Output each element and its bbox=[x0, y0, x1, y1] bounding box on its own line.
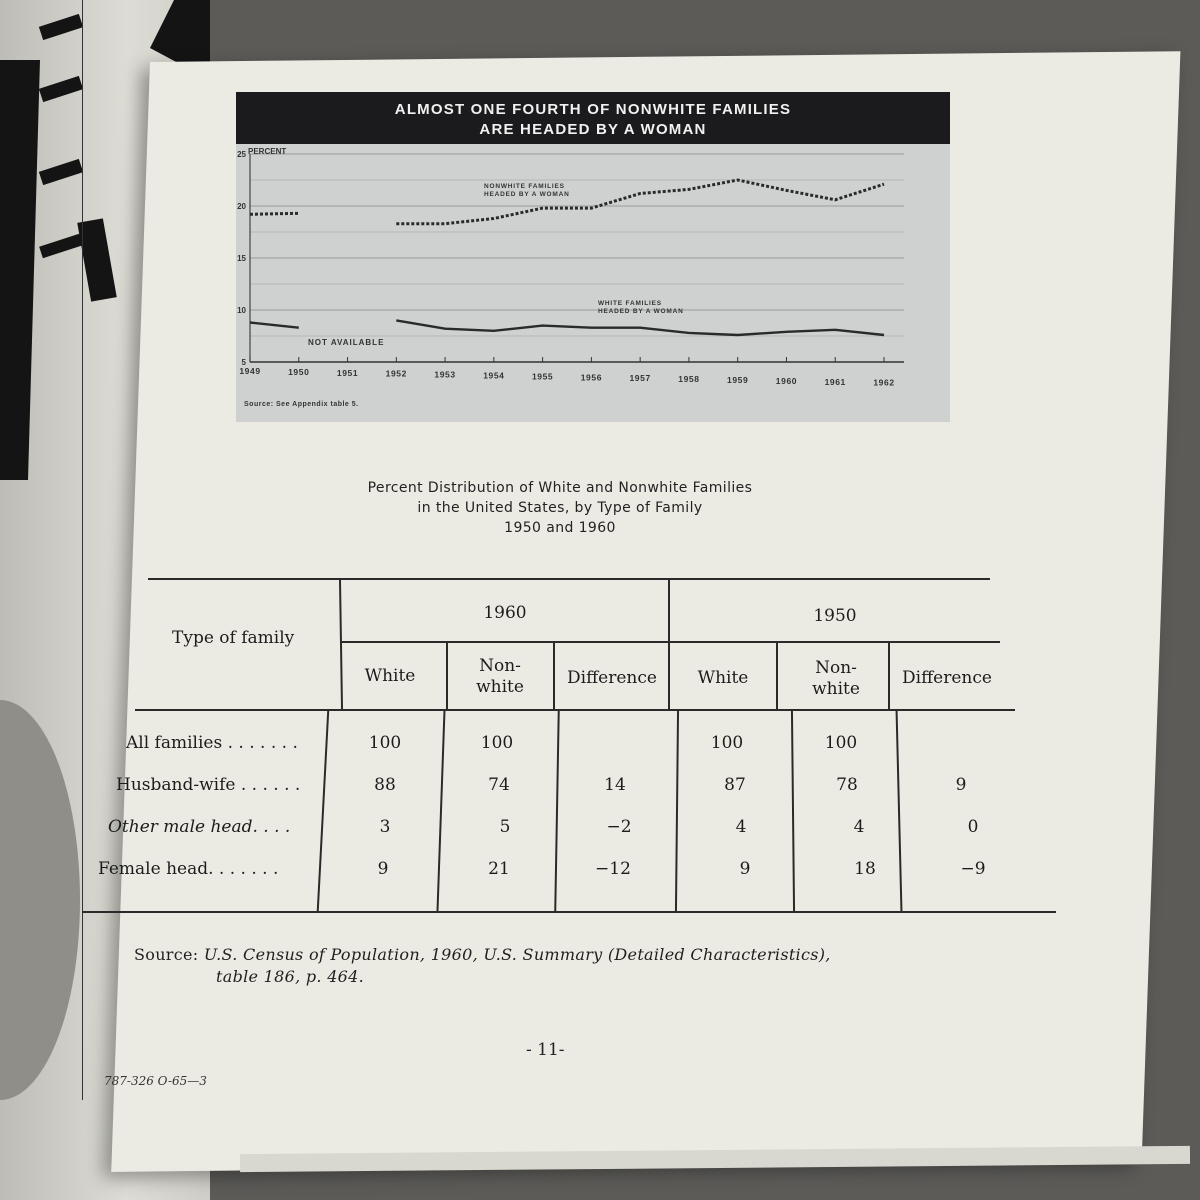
table-rule-years bbox=[340, 641, 1000, 643]
chart-y-tick-label: 10 bbox=[237, 306, 246, 315]
table-column-divider bbox=[776, 641, 778, 710]
table-cell: −2 bbox=[606, 817, 632, 837]
table-row-label: Other male head. . . . bbox=[108, 817, 291, 837]
chart-x-tick-label: 1949 bbox=[239, 366, 261, 376]
table-cell: 100 bbox=[368, 733, 402, 753]
source-citation: U.S. Census of Population, 1960, U.S. Summary (Detailed Characteristics), bbox=[203, 945, 831, 964]
column-header-line: white bbox=[476, 677, 524, 697]
column-header-line: Non- bbox=[479, 656, 521, 676]
table-cell: 14 bbox=[604, 775, 626, 795]
table-source bbox=[134, 944, 974, 988]
table-column-divider bbox=[317, 709, 329, 912]
chart-x-tick-label: 1951 bbox=[336, 367, 359, 378]
series-line-nonwhite bbox=[250, 213, 299, 214]
table-column-divider bbox=[339, 578, 343, 710]
table-column-divider bbox=[896, 709, 902, 912]
table-row-label: Female head. . . . . . . bbox=[98, 859, 279, 879]
chart-x-tick-label: 1955 bbox=[531, 371, 554, 382]
column-header-white: White bbox=[364, 666, 416, 686]
chart-tick-labels bbox=[237, 150, 895, 388]
table-rule-bottom bbox=[82, 911, 1056, 913]
table-cell: 5 bbox=[499, 817, 511, 837]
column-header-nonwhite bbox=[458, 656, 542, 698]
table-year-header: 1960 bbox=[483, 603, 527, 623]
chart-x-tick-label: 1956 bbox=[580, 372, 603, 383]
table-cell: 21 bbox=[488, 859, 510, 879]
column-header-line: white bbox=[812, 679, 860, 699]
table-cell: 4 bbox=[853, 817, 865, 837]
page-number: - 11- bbox=[526, 1040, 565, 1060]
series-label-nonwhite: NONWHITE FAMILIES bbox=[484, 183, 565, 190]
table-row-header: Type of family bbox=[172, 628, 295, 648]
table-title bbox=[300, 478, 820, 538]
source-prefix: Source: bbox=[134, 945, 199, 964]
table-rule-top bbox=[148, 578, 990, 580]
line-chart bbox=[236, 144, 950, 422]
column-header-difference: Difference bbox=[902, 668, 992, 688]
chart-x-tick-label: 1953 bbox=[434, 369, 456, 380]
table-column-divider bbox=[436, 709, 445, 912]
table-rule-header bbox=[135, 709, 1015, 711]
table-cell: 4 bbox=[735, 817, 747, 837]
series-label-nonwhite: HEADED BY A WOMAN bbox=[484, 191, 570, 198]
chart-panel bbox=[236, 144, 950, 422]
chart-x-tick-label: 1960 bbox=[775, 375, 798, 386]
table-column-divider bbox=[554, 709, 559, 912]
chart-y-tick-label: 5 bbox=[241, 358, 246, 367]
chart-y-tick-label: 25 bbox=[237, 150, 246, 159]
table-cell: 9 bbox=[955, 775, 967, 795]
column-header-line: Non- bbox=[815, 658, 857, 678]
chart-title bbox=[236, 92, 950, 144]
series-line-white bbox=[250, 323, 299, 328]
table-column-divider bbox=[888, 641, 890, 710]
table-cell: 3 bbox=[379, 817, 391, 837]
table-column-divider bbox=[791, 709, 795, 912]
chart-y-tick-label: 20 bbox=[237, 202, 246, 211]
chart-y-axis-label: PERCENT bbox=[248, 147, 287, 156]
chart-x-tick-label: 1957 bbox=[629, 373, 651, 384]
table-cell: 9 bbox=[739, 859, 751, 879]
chart-x-tick-label: 1958 bbox=[678, 374, 700, 385]
table-column-divider bbox=[446, 641, 448, 710]
table-cell: −12 bbox=[595, 859, 631, 879]
table-cell: 74 bbox=[488, 775, 510, 795]
chart-x-tick-label: 1962 bbox=[873, 377, 895, 388]
table-title-line: Percent Distribution of White and Nonwhite Families bbox=[367, 480, 753, 496]
chart-y-tick-label: 15 bbox=[237, 254, 246, 263]
table-title-line: 1950 and 1960 bbox=[504, 520, 616, 536]
table-row-label: All families . . . . . . . bbox=[126, 733, 298, 753]
chart-x-tick-label: 1961 bbox=[824, 376, 846, 387]
table-column-divider bbox=[553, 641, 555, 710]
table-cell: 78 bbox=[836, 775, 858, 795]
not-available-label: NOT AVAILABLE bbox=[308, 338, 385, 347]
print-code: 787-326 O-65—3 bbox=[104, 1074, 207, 1088]
table-column-divider bbox=[675, 709, 679, 912]
table-cell: 0 bbox=[967, 817, 979, 837]
table-cell: 100 bbox=[710, 733, 744, 753]
source-citation: table 186, p. 464. bbox=[216, 967, 365, 986]
chart-x-tick-label: 1952 bbox=[385, 368, 407, 379]
series-line-white bbox=[396, 320, 884, 335]
column-header-nonwhite bbox=[792, 658, 880, 700]
table-title-line: in the United States, by Type of Family bbox=[417, 500, 703, 516]
series-label-white: HEADED BY A WOMAN bbox=[598, 308, 684, 315]
chart-title-line: ARE HEADED BY A WOMAN bbox=[479, 121, 707, 138]
table-cell: 100 bbox=[480, 733, 514, 753]
series-line-nonwhite bbox=[396, 180, 884, 224]
table-row-label: Husband-wife . . . . . . bbox=[116, 775, 301, 795]
table-cell: 9 bbox=[377, 859, 389, 879]
chart-source: Source: See Appendix table 5. bbox=[244, 401, 359, 408]
chart-x-tick-label: 1959 bbox=[727, 375, 749, 385]
table-year-header: 1950 bbox=[813, 606, 857, 626]
table-cell: 87 bbox=[724, 775, 746, 795]
table-cell: −9 bbox=[960, 859, 986, 879]
column-header-white: White bbox=[697, 668, 749, 688]
chart-x-tick-label: 1950 bbox=[288, 366, 310, 377]
table-cell: 88 bbox=[374, 775, 396, 795]
series-label-white: WHITE FAMILIES bbox=[598, 300, 662, 307]
column-header-difference: Difference bbox=[567, 668, 657, 688]
chart-title-line: ALMOST ONE FOURTH OF NONWHITE FAMILIES bbox=[394, 101, 792, 118]
table-cell: 100 bbox=[824, 733, 858, 753]
chart-x-tick-label: 1954 bbox=[483, 370, 505, 381]
table-cell: 18 bbox=[854, 859, 876, 879]
table-column-divider bbox=[668, 578, 670, 710]
